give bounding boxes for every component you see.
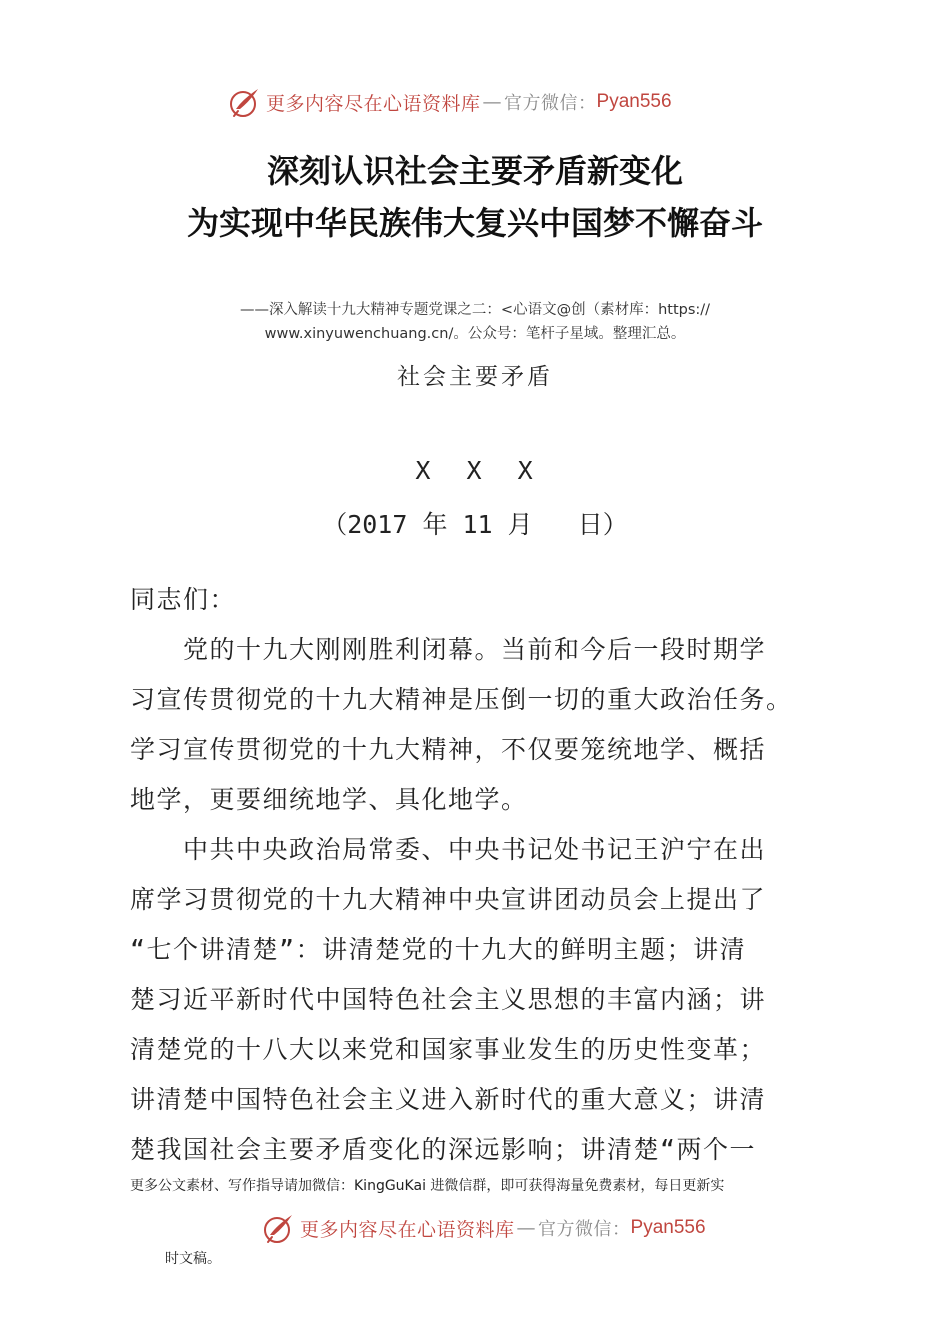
subtitle-line1: ——深入解读十九大精神专题党课之二：<心语文@创（素材库：https:// — [239, 302, 711, 318]
date-line: （2017 年 11 月 日） — [322, 510, 628, 539]
watermark-text: 更多内容尽在心语资料库 — [300, 1218, 515, 1241]
salutation: 同志们： — [130, 585, 237, 614]
body-line-11: 楚我国社会主要矛盾变化的深远影响；讲清楚“两个一 — [130, 1135, 757, 1164]
watermark-wechat-id: Pyan556 — [596, 91, 672, 112]
quill-logo-icon — [228, 85, 262, 119]
watermark-wechat-id: Pyan556 — [630, 1217, 706, 1238]
subtitle-line2: www.xinyuwenchuang.cn/。公众号：笔杆子星域。整理汇总。 — [264, 326, 686, 342]
author-placeholder: X X X — [415, 456, 535, 485]
body-line-5: 中共中央政治局常委、中央书记处书记王沪宁在出 — [130, 835, 767, 864]
footer-note-line1: 更多公文素材、写作指导请加微信：KingGuKai 进微信群，即可获得海量免费素材，每日更新实 — [130, 1178, 725, 1194]
watermark-dash: — — [516, 1217, 537, 1239]
body-line-2: 习宣传贯彻党的十九大精神是压倒一切的重大政治任务。 — [130, 685, 793, 714]
body-line-3: 学习宣传贯彻党的十九大精神，不仅要笼统地学、概括 — [130, 735, 767, 764]
body-line-1: 党的十九大刚刚胜利闭幕。当前和今后一段时期学 — [130, 635, 767, 664]
watermark-wechat-label: 官方微信： — [504, 93, 597, 114]
watermark-banner-top — [0, 82, 950, 122]
body-line-8: 楚习近平新时代中国特色社会主义思想的丰富内涵；讲 — [130, 985, 767, 1014]
watermark-wechat-label: 官方微信： — [538, 1219, 631, 1240]
watermark-text: 更多内容尽在心语资料库 — [266, 92, 481, 115]
body-line-6: 席学习贯彻党的十九大精神中央宣讲团动员会上提出了 — [130, 885, 767, 914]
document-title-line2: 为实现中华民族伟大复兴中国梦不懈奋斗 — [186, 204, 763, 242]
footer-note-line2: 时文稿。 — [165, 1251, 221, 1267]
document-title-line1: 深刻认识社会主要矛盾新变化 — [266, 152, 683, 190]
body-line-10: 讲清楚中国特色社会主义进入新时代的重大意义；讲清 — [130, 1085, 767, 1114]
watermark-dash: — — [482, 91, 503, 113]
section-heading: 社会主要矛盾 — [397, 364, 553, 390]
body-line-9: 清楚党的十八大以来党和国家事业发生的历史性变革； — [130, 1035, 767, 1064]
quill-logo-icon — [262, 1211, 296, 1245]
body-line-7: “七个讲清楚”：讲清楚党的十九大的鲜明主题；讲清 — [130, 935, 747, 964]
body-line-4: 地学，更要细统地学、具化地学。 — [130, 785, 528, 814]
watermark-banner-bottom — [0, 1208, 950, 1248]
